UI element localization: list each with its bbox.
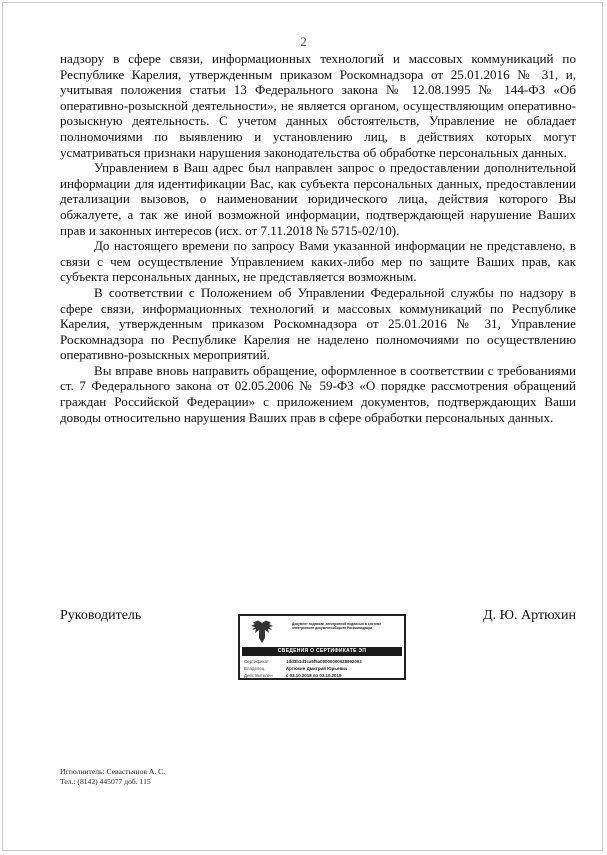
executor-phone: Тел.: (8142) 445077 доб. 115	[60, 777, 151, 786]
stamp-row-label: Владелец	[244, 666, 265, 671]
stamp-row-label: Сертификат	[244, 659, 269, 664]
page-number: 2	[300, 34, 307, 49]
signer-title: Руководитель	[60, 608, 142, 623]
stamp-row-certificate	[242, 658, 402, 665]
paragraph-3: До настоящего времени по запросу Вами указанной информации не представлено, в связи с чем осуществление Управлением каких-либо мер по защите Ваших прав, как субъекта персональных данных, не представляется возможным.	[60, 238, 576, 285]
coat-of-arms-icon	[248, 619, 276, 645]
stamp-row-label: Действителен	[244, 673, 273, 678]
stamp-row-value: с 03.10.2018 по 03.10.2019	[286, 673, 342, 678]
letter-body	[60, 51, 576, 425]
paragraph-5: Вы вправе вновь направить обращение, оформленное в соответствии с требованиями ст. 7 Федерального закона от 02.05.2006 № 59-ФЗ «О порядке рассмотрения обращений граждан Российской Федерации» с приложением документов, подтверждающих Ваши доводы относительно нарушения Ваших прав в сфере обработки персональных данных.	[60, 362, 576, 425]
stamp-row-owner	[242, 665, 402, 672]
stamp-organization-text: Документ подписан электронной подписью в системе электронного документооборота Роскомнадзора	[292, 622, 382, 631]
paragraph-2: Управлением в Ваш адрес был направлен запрос о предоставлении дополнительной информации для идентификации Вас, как субъекта персональных данных, предоставлении детализации вызовов, о наименовании юридического лица, действия которого Вы обжалуете, а так же иной возможной информации, подтверждающей нарушение Ваших прав и законных интересов (исх. от 7.11.2018 № 5715-02/10).	[60, 160, 576, 238]
paragraph-1: надзору в сфере связи, информационных технологий и массовых коммуникаций по Республике Карелия, утвержденным приказом Роскомнадзора от 25.01.2016 № 31, и, учитывая положения статьи 13 Федерального закона № 12.08.1995 № 144-ФЗ «Об оперативно-розыскной деятельности», не является органом, осуществляющим оперативно-розыскную деятельность. С учетом данных обстоятельств, Управление не обладает полномочиями по выявлению и установлению лиц, в действиях которых могут усматриваться признаки нарушения законодательства об обработке персональных данных.	[60, 51, 576, 160]
stamp-row-value: Артюхин Дмитрий Юрьевич	[286, 666, 348, 671]
executor-name: Исполнитель: Севастьянов А. С.	[60, 767, 166, 776]
signature-block	[60, 608, 576, 698]
executor-info	[60, 767, 165, 787]
paragraph-4: В соответствии с Положением об Управлении Федеральной службы по надзору в сфере связи, информационных технологий и массовых коммуникаций по Республике Карелия, утвержденным приказом Роскомнадзора от 25.01.2016 № 31, Управление Роскомнадзора по Республике Карелия не наделено полномочиями по осуществлению оперативно-розыскных мероприятий.	[60, 284, 576, 363]
stamp-row-validity	[242, 672, 402, 679]
electronic-signature-stamp	[238, 614, 406, 680]
signer-name: Д. Ю. Артюхин	[483, 608, 576, 623]
stamp-row-value: 1dd3b1d1ca5f5a00000000028992003	[286, 659, 362, 664]
stamp-header: СВЕДЕНИЯ О СЕРТИФИКАТЕ ЭП	[242, 647, 402, 656]
